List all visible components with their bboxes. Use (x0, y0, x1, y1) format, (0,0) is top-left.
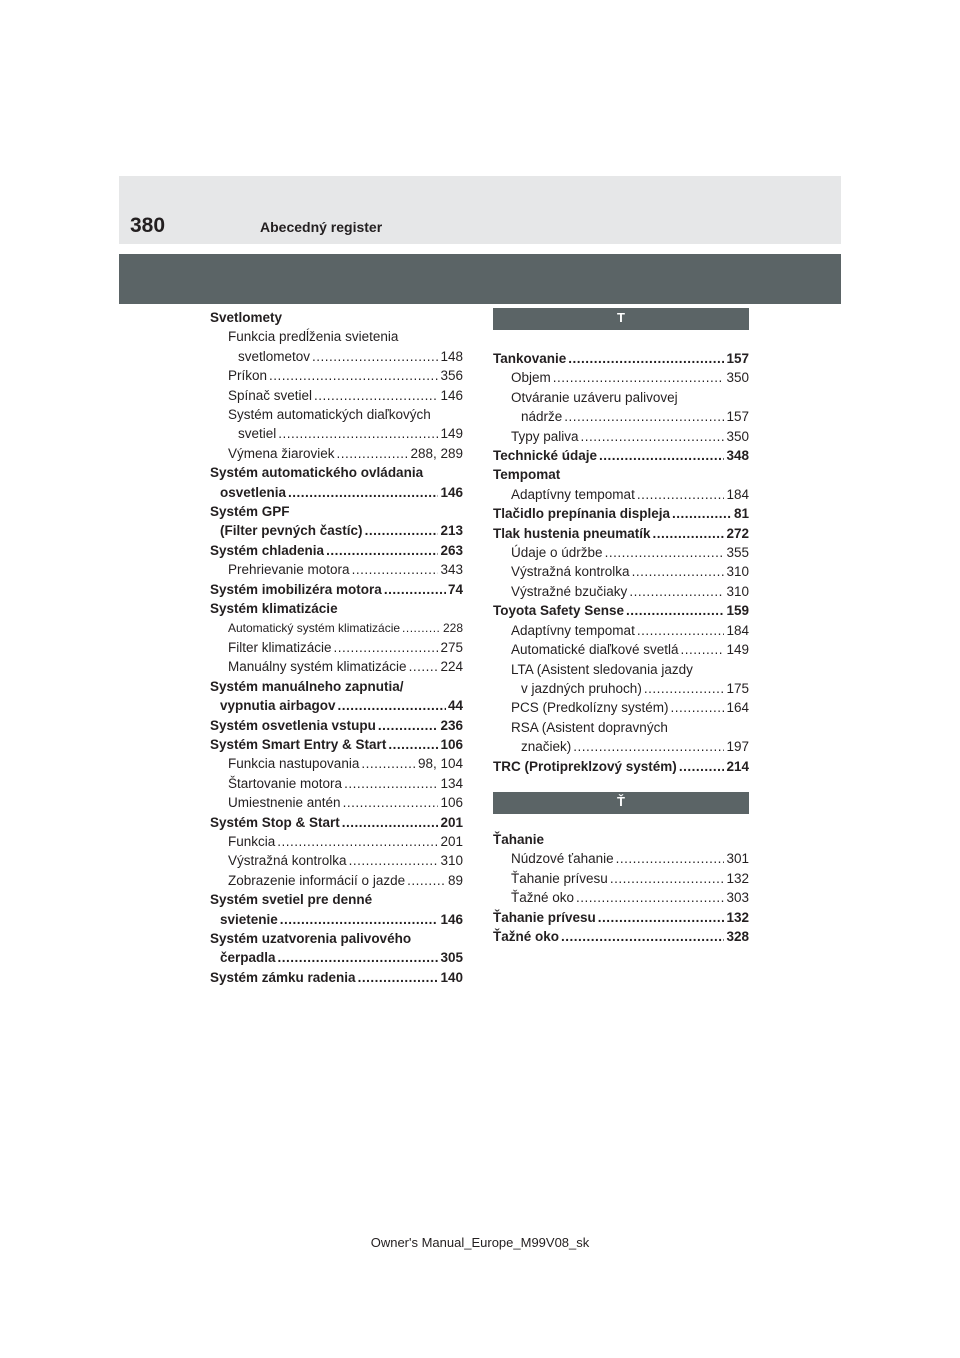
entry-term: Typy paliva (511, 428, 579, 444)
entry-page: 197 (726, 739, 749, 755)
footer-text: Owner's Manual_Europe_M99V08_sk (370, 1235, 590, 1250)
index-entry (210, 405, 463, 424)
header-band (119, 176, 841, 244)
index-entry (210, 424, 463, 443)
entry-page: 310 (440, 853, 463, 869)
dot-leader (553, 368, 725, 387)
index-entry (210, 832, 463, 851)
dot-leader (626, 601, 724, 620)
index-entry (493, 504, 749, 523)
entry-term: Funkcia (228, 833, 276, 849)
entry-term: Systém Stop & Start (210, 814, 340, 830)
entry-term: Automatické diaľkové svetlá (511, 642, 679, 658)
dot-leader (407, 871, 446, 890)
entry-term: TRC (Protipreklzový systém) (493, 758, 677, 774)
entry-page: 310 (726, 564, 749, 580)
entry-term: Ťahanie prívesu (493, 909, 596, 925)
index-entry (493, 640, 749, 659)
entry-term: vypnutia airbagov (220, 698, 336, 714)
dot-leader (365, 521, 439, 540)
section-spacer (493, 330, 749, 349)
index-entry (210, 599, 463, 618)
index-entry (493, 660, 749, 679)
dot-leader (573, 737, 724, 756)
section-spacer (493, 814, 749, 830)
entry-page: 275 (440, 639, 463, 655)
entry-page: 263 (440, 542, 463, 558)
entry-term: Systém chladenia (210, 542, 325, 558)
entry-term: Výstražné bzučiaky (511, 583, 628, 599)
entry-term: Systém manuálneho zapnutia/ (210, 678, 404, 694)
entry-term: v jazdných pruhoch) (521, 680, 642, 696)
index-entry (493, 485, 749, 504)
index-entry (493, 349, 749, 368)
entry-page: 301 (726, 851, 749, 867)
dot-leader (288, 483, 438, 502)
index-entry (493, 562, 749, 581)
entry-term: Ťažné oko (511, 890, 575, 906)
entry-page: 148 (440, 348, 463, 364)
entry-term: svetiel (238, 426, 277, 442)
entry-page: 310 (726, 583, 749, 599)
entry-term: (Filter pevných častíc) (220, 523, 363, 539)
index-entry (210, 677, 463, 696)
index-entry (210, 483, 463, 502)
entry-term: PCS (Predkolízny systém) (511, 700, 669, 716)
entry-term: Manuálny systém klimatizácie (228, 659, 407, 675)
dot-leader (564, 407, 724, 426)
dot-leader (378, 716, 439, 735)
entry-page: 201 (440, 814, 463, 830)
entry-term: svietenie (220, 911, 278, 927)
entry-page: 146 (440, 387, 463, 403)
dot-leader (338, 696, 446, 715)
entry-page: 224 (440, 659, 463, 675)
entry-page: 132 (726, 870, 749, 886)
index-entry (210, 308, 463, 327)
dot-leader (644, 679, 725, 698)
dot-leader (334, 638, 439, 657)
entry-page: 74 (447, 581, 463, 597)
entry-term: Štartovanie motora (228, 775, 343, 791)
dot-leader (343, 793, 439, 812)
index-entry (493, 465, 749, 484)
index-entry (493, 582, 749, 601)
entry-term: Núdzové ťahanie (511, 851, 614, 867)
entry-page: 175 (726, 680, 749, 696)
dot-leader (278, 424, 438, 443)
index-entry (493, 718, 749, 737)
entry-term: Systém GPF (210, 504, 290, 520)
index-entry (493, 679, 749, 698)
dot-leader (358, 968, 439, 987)
entry-page: 146 (440, 911, 463, 927)
entry-page: 157 (726, 409, 749, 425)
letter-heading: T (493, 308, 749, 330)
index-entry (210, 541, 463, 560)
entry-term: Výstražná kontrolka (511, 564, 630, 580)
dot-leader (402, 619, 441, 638)
dot-leader (632, 562, 725, 581)
index-entry (210, 386, 463, 405)
index-entry (493, 388, 749, 407)
dot-leader (598, 908, 725, 927)
entry-term: Príkon (228, 368, 268, 384)
entry-page: 140 (440, 969, 463, 985)
entry-page: 132 (726, 909, 749, 925)
dot-leader (610, 869, 725, 888)
dot-leader (605, 543, 725, 562)
entry-page: 81 (733, 506, 749, 522)
entry-term: Adaptívny tempomat (511, 622, 635, 638)
dot-leader (280, 910, 439, 929)
entry-term: Funkcia nastupovania (228, 756, 360, 772)
entry-term: Zobrazenie informácií o jazde (228, 872, 406, 888)
dot-leader (312, 347, 438, 366)
entry-term: Objem (511, 370, 551, 386)
entry-term: Toyota Safety Sense (493, 603, 625, 619)
entry-term: Systém automatických diaľkových (228, 407, 431, 423)
entry-page: 328 (726, 928, 749, 944)
entry-term: LTA (Asistent sledovania jazdy (511, 661, 693, 677)
entry-term: Svetlomety (210, 310, 283, 325)
index-entry (493, 543, 749, 562)
index-entry (210, 851, 463, 870)
index-entry (210, 774, 463, 793)
entry-page: 149 (440, 426, 463, 442)
entry-term: Prehrievanie motora (228, 562, 350, 578)
entry-term: Funkcia predĺženia svietenia (228, 329, 399, 345)
index-entry (210, 327, 463, 346)
dot-leader (361, 754, 416, 773)
entry-page: 348 (726, 448, 749, 464)
dot-leader (409, 657, 439, 676)
index-column-left (210, 308, 463, 987)
letter-heading: Ť (493, 792, 749, 814)
index-entry (210, 444, 463, 463)
entry-term: Tlak hustenia pneumatík (493, 525, 651, 541)
entry-term: Tankovanie (493, 351, 567, 366)
dot-leader (616, 849, 725, 868)
entry-page: 201 (440, 833, 463, 849)
entry-term: Systém Smart Entry & Start (210, 736, 387, 752)
entry-term: Spínač svetiel (228, 387, 313, 403)
index-entry (210, 696, 463, 715)
index-entry (210, 657, 463, 676)
index-entry (493, 888, 749, 907)
entry-term: Systém uzatvorenia palivového (210, 931, 412, 946)
index-entry (210, 638, 463, 657)
index-entry (210, 347, 463, 366)
entry-term: Tlačidlo prepínania displeja (493, 506, 671, 522)
entry-term: nádrže (521, 409, 563, 425)
index-entry (210, 754, 463, 773)
dot-leader (337, 444, 409, 463)
index-entry (493, 830, 749, 849)
entry-page: 164 (726, 700, 749, 716)
entry-term: Systém svetiel pre denné (210, 892, 373, 908)
index-entry (210, 580, 463, 599)
index-entry (493, 849, 749, 868)
dot-leader (352, 560, 439, 579)
dot-leader (581, 427, 725, 446)
entry-term: Automatický systém klimatizácie (228, 620, 401, 635)
index-entry (210, 813, 463, 832)
dot-leader (637, 485, 725, 504)
index-column-right (493, 308, 749, 946)
index-entry (493, 446, 749, 465)
entry-term: Systém zámku radenia (210, 969, 356, 985)
index-entry (210, 793, 463, 812)
index-entry (210, 521, 463, 540)
index-entry (210, 560, 463, 579)
entry-term: Výstražná kontrolka (228, 853, 347, 869)
section-title: Abecedný register (260, 219, 383, 235)
index-entry (210, 366, 463, 385)
entry-page: 236 (440, 717, 463, 733)
dot-leader (342, 813, 439, 832)
entry-page: 288, 289 (410, 445, 463, 461)
entry-term: Umiestnenie antén (228, 795, 341, 811)
entry-page: 89 (447, 872, 463, 888)
entry-term: Ťahanie prívesu (511, 870, 608, 886)
entry-term: Filter klimatizácie (228, 639, 332, 655)
dot-leader (384, 580, 446, 599)
dot-leader (561, 927, 724, 946)
entry-page: 213 (440, 523, 463, 539)
entry-page: 350 (726, 370, 749, 386)
entry-term: Tempomat (493, 467, 561, 483)
entry-term: Otváranie uzáveru palivovej (511, 389, 678, 405)
dot-leader (637, 621, 725, 640)
dot-leader (326, 541, 438, 560)
entry-page: 228 (442, 620, 463, 635)
index-entry (493, 524, 749, 543)
entry-term: Adaptívny tempomat (511, 486, 635, 502)
dot-leader (388, 735, 438, 754)
index-entry (210, 716, 463, 735)
index-entry (210, 463, 463, 482)
dot-leader (344, 774, 438, 793)
index-entry (493, 737, 749, 756)
entry-page: 159 (726, 603, 749, 619)
entry-page: 149 (726, 642, 749, 658)
dot-leader (629, 582, 724, 601)
index-entry (210, 619, 463, 638)
entry-term: RSA (Asistent dopravných (511, 719, 668, 735)
entry-term: značiek) (521, 739, 572, 755)
entry-page: 350 (726, 428, 749, 444)
entry-term: Výmena žiaroviek (228, 445, 335, 461)
entry-term: osvetlenia (220, 484, 287, 500)
dark-band (119, 254, 841, 304)
dot-leader (278, 948, 439, 967)
index-entry (493, 927, 749, 946)
index-entry (493, 407, 749, 426)
index-entry (493, 601, 749, 620)
dot-leader (314, 386, 438, 405)
index-entry (493, 621, 749, 640)
entry-term: Systém osvetlenia vstupu (210, 717, 376, 733)
index-entry (210, 871, 463, 890)
entry-page: 305 (440, 950, 463, 966)
entry-term: Údaje o údržbe (511, 545, 603, 561)
entry-page: 272 (726, 525, 749, 541)
dot-leader (599, 446, 724, 465)
dot-leader (349, 851, 439, 870)
entry-page: 146 (440, 484, 463, 500)
entry-term: svetlometov (238, 348, 311, 364)
index-entry (493, 908, 749, 927)
dot-leader (653, 524, 725, 543)
entry-page: 184 (726, 486, 749, 502)
entry-page: 106 (440, 736, 463, 752)
entry-term: Systém imobilizéra motora (210, 581, 382, 597)
index-entry (210, 948, 463, 967)
entry-page: 214 (726, 758, 749, 774)
dot-leader (568, 349, 724, 368)
entry-page: 303 (726, 890, 749, 906)
entry-page: 44 (447, 698, 463, 714)
index-entry (210, 890, 463, 909)
dot-leader (681, 640, 725, 659)
index-entry (210, 929, 463, 948)
entry-page: 184 (726, 622, 749, 638)
entry-term: čerpadla (220, 950, 276, 966)
entry-term: Systém klimatizácie (210, 601, 338, 617)
dot-leader (679, 757, 725, 776)
index-entry (210, 735, 463, 754)
entry-page: 157 (726, 351, 749, 366)
entry-page: 98, 104 (417, 756, 463, 772)
index-entry (210, 910, 463, 929)
index-entry (493, 368, 749, 387)
dot-leader (269, 366, 438, 385)
entry-page: 355 (726, 545, 749, 561)
entry-term: Technické údaje (493, 448, 598, 464)
entry-page: 134 (440, 775, 463, 791)
entry-page: 356 (440, 368, 463, 384)
dot-leader (277, 832, 438, 851)
entry-page: 106 (440, 795, 463, 811)
index-entry (493, 757, 749, 776)
index-entry (210, 968, 463, 987)
entry-term: Ťahanie (493, 831, 545, 847)
dot-leader (576, 888, 724, 907)
dot-leader (671, 698, 725, 717)
entry-page: 343 (440, 562, 463, 578)
index-entry (493, 427, 749, 446)
dot-leader (672, 504, 732, 523)
entry-term: Ťažné oko (493, 928, 560, 944)
index-entry (493, 869, 749, 888)
index-entry (493, 698, 749, 717)
index-entry (210, 502, 463, 521)
page-number: 380 (130, 214, 166, 237)
entry-term: Systém automatického ovládania (210, 465, 424, 481)
